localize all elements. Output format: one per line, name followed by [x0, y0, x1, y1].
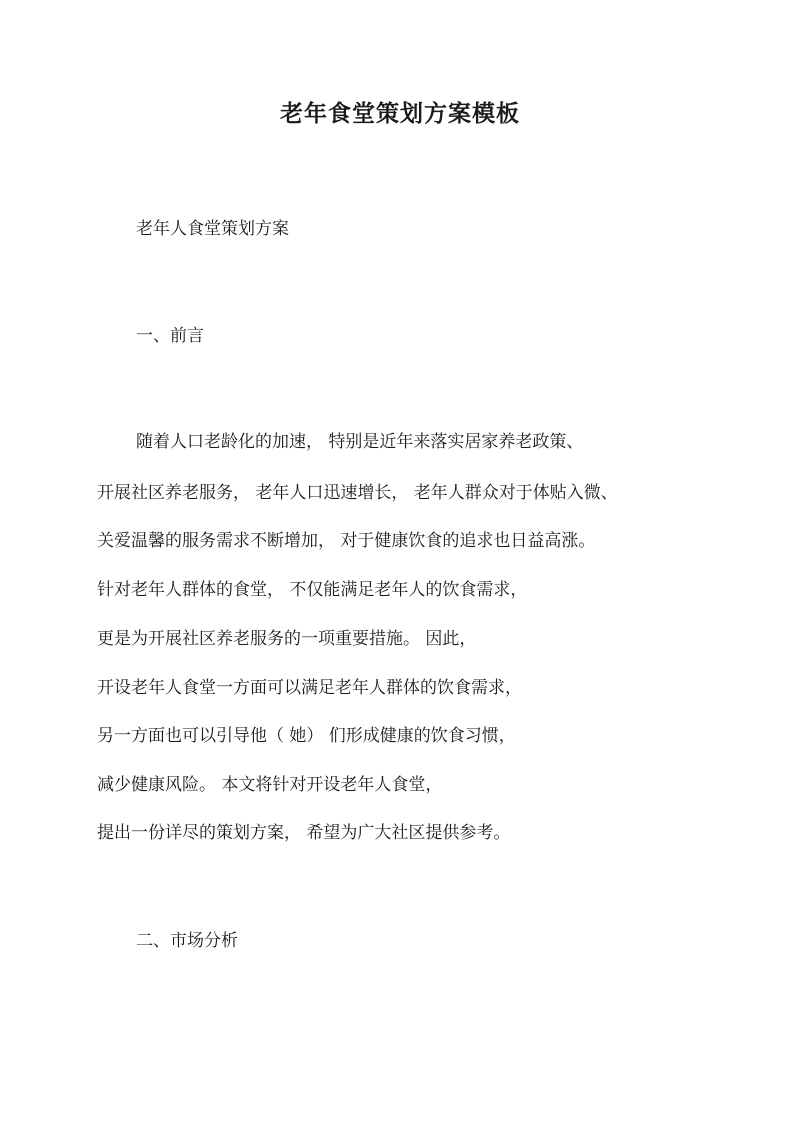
paragraph-line: 关爱温馨的服务需求不断增加， 对于健康饮食的追求也日益高涨。 — [97, 531, 596, 551]
paragraph-line: 更是为开展社区养老服务的一项重要措施。 因此， — [97, 629, 477, 649]
paragraph-line: 提出一份详尽的策划方案， 希望为广大社区提供参考。 — [97, 823, 511, 843]
paragraph-line: 针对老年人群体的食堂， 不仅能满足老年人的饮食需求， — [97, 580, 528, 600]
paragraph-line: 开展社区养老服务， 老年人口迅速增长， 老年人群众对于体贴入微、 — [97, 483, 618, 503]
document-title: 老年食堂策划方案模板 — [280, 100, 520, 127]
section-heading-preface: 一、前言 — [136, 326, 204, 346]
paragraph-line: 随着人口老龄化的加速， 特别是近年来落实居家养老政策、 — [136, 432, 584, 452]
paragraph-line: 另一方面也可以引导他（ 她） 们形成健康的饮食习惯， — [97, 726, 516, 746]
paragraph-line: 减少健康风险。 本文将针对开设老年人食堂， — [97, 775, 443, 795]
section-heading-market-analysis: 二、市场分析 — [136, 931, 238, 951]
paragraph-line: 开设老年人食堂一方面可以满足老年人群体的饮食需求， — [97, 678, 522, 698]
document-subtitle: 老年人食堂策划方案 — [136, 219, 289, 239]
